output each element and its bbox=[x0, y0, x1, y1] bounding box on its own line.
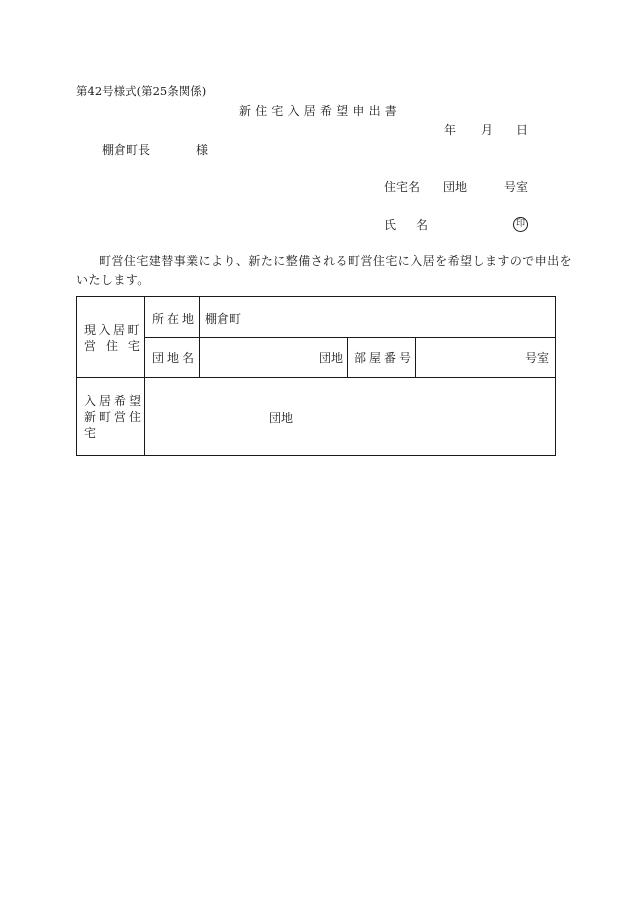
table-divider bbox=[144, 337, 555, 338]
address-label: 所在地 bbox=[152, 312, 198, 326]
date-year-label: 年 bbox=[444, 123, 457, 137]
addressee-honorific: 様 bbox=[196, 143, 209, 157]
table-divider bbox=[77, 377, 555, 378]
body-text-line2: いたします。 bbox=[76, 273, 150, 287]
form-number: 第42号様式(第25条関係) bbox=[76, 84, 207, 98]
applicant-housing-label: 住宅名 bbox=[384, 180, 421, 194]
table-divider bbox=[347, 337, 348, 377]
current-housing-label-cont: 営住宅 bbox=[84, 339, 151, 353]
table-divider bbox=[199, 297, 200, 377]
address-field[interactable]: 棚倉町 bbox=[205, 312, 242, 326]
applicant-room-label: 号室 bbox=[504, 180, 529, 194]
document-title: 新住宅入居希望申出書 bbox=[239, 104, 402, 118]
seal-mark-icon: 印 bbox=[513, 217, 528, 232]
current-housing-label: 現入居町 bbox=[84, 323, 143, 337]
desired-housing-label: 入居希望新町営住宅 bbox=[84, 394, 145, 441]
addressee-name: 棚倉町長 bbox=[102, 143, 151, 157]
room-number-field[interactable]: 号室 bbox=[525, 351, 550, 365]
body-text-line1: 町営住宅建替事業により、新たに整備される町営住宅に入居を希望しますので申出を bbox=[99, 254, 573, 268]
date-day-label: 日 bbox=[516, 123, 529, 137]
date-month-label: 月 bbox=[481, 123, 494, 137]
danchi-name-field[interactable]: 団地 bbox=[319, 351, 344, 365]
application-table bbox=[76, 296, 556, 456]
applicant-danchi-label: 団地 bbox=[443, 180, 468, 194]
room-number-label: 部屋番号 bbox=[354, 351, 415, 365]
table-divider bbox=[415, 337, 416, 377]
applicant-name-label: 氏名 bbox=[384, 218, 449, 232]
danchi-name-label: 団地名 bbox=[152, 351, 198, 365]
desired-danchi-field[interactable]: 団地 bbox=[269, 411, 294, 425]
